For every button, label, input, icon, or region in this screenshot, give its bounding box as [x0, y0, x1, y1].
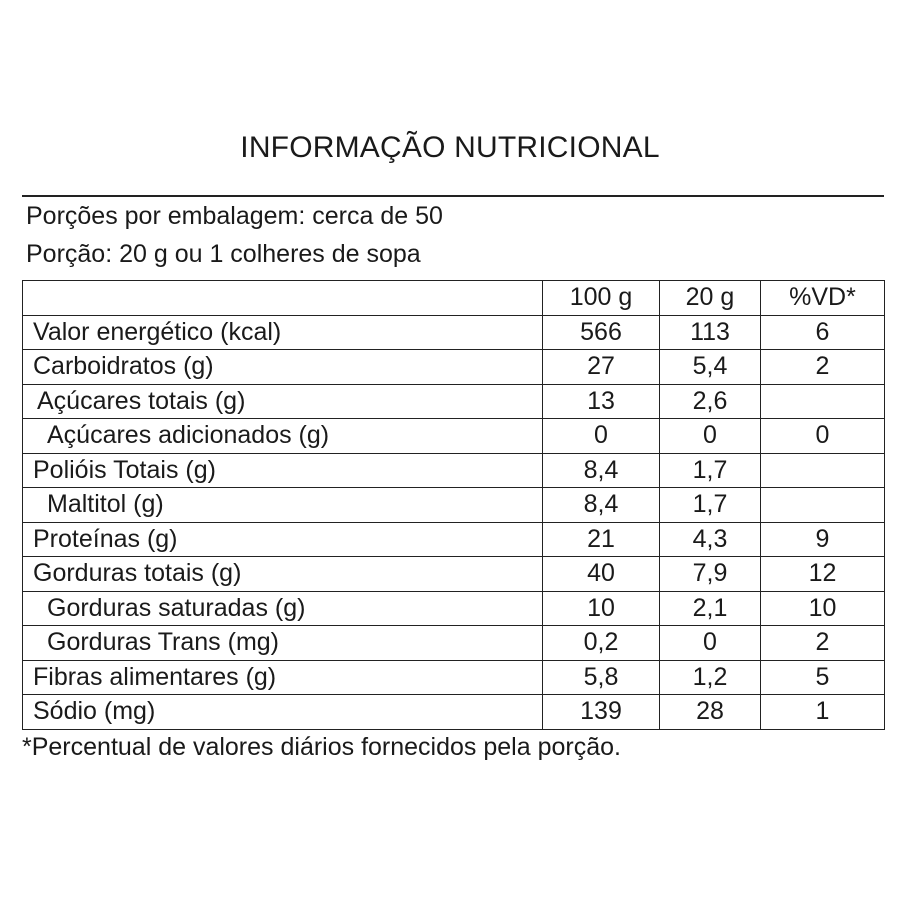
value-per-100g: 40	[543, 557, 660, 592]
table-row	[23, 488, 885, 523]
value-per-100g: 5,8	[543, 660, 660, 695]
value-per-serving: 1,7	[660, 488, 761, 523]
nutrient-label: Açúcares adicionados (g)	[23, 419, 543, 454]
value-per-100g: 139	[543, 695, 660, 730]
table-body	[23, 315, 885, 729]
table-row	[23, 522, 885, 557]
table-row	[23, 626, 885, 661]
value-per-serving: 2,6	[660, 384, 761, 419]
value-per-100g: 0	[543, 419, 660, 454]
serving-size: Porção: 20 g ou 1 colheres de sopa	[26, 240, 421, 268]
nutrient-label: Gorduras Trans (mg)	[23, 626, 543, 661]
table-row	[23, 557, 885, 592]
value-per-100g: 8,4	[543, 488, 660, 523]
value-per-serving: 4,3	[660, 522, 761, 557]
value-daily-percent: 6	[761, 315, 885, 350]
value-per-100g: 566	[543, 315, 660, 350]
servings-per-package: Porções por embalagem: cerca de 50	[26, 202, 443, 230]
nutrient-label: Carboidratos (g)	[23, 350, 543, 385]
footnote: *Percentual de valores diários fornecidos pela porção.	[22, 733, 621, 761]
value-per-serving: 0	[660, 419, 761, 454]
table-row	[23, 453, 885, 488]
value-daily-percent: 1	[761, 695, 885, 730]
value-per-serving: 0	[660, 626, 761, 661]
table-row	[23, 419, 885, 454]
value-daily-percent	[761, 453, 885, 488]
value-daily-percent	[761, 488, 885, 523]
value-daily-percent: 10	[761, 591, 885, 626]
table-row	[23, 695, 885, 730]
value-per-100g: 13	[543, 384, 660, 419]
nutrient-label: Gorduras saturadas (g)	[23, 591, 543, 626]
value-per-serving: 1,2	[660, 660, 761, 695]
nutrient-label: Açúcares totais (g)	[23, 384, 543, 419]
nutrient-label: Sódio (mg)	[23, 695, 543, 730]
nutrient-label: Gorduras totais (g)	[23, 557, 543, 592]
header-per-100g: 100 g	[543, 281, 660, 316]
value-per-serving: 7,9	[660, 557, 761, 592]
value-per-100g: 0,2	[543, 626, 660, 661]
table-row	[23, 315, 885, 350]
value-per-serving: 5,4	[660, 350, 761, 385]
value-per-serving: 113	[660, 315, 761, 350]
nutrition-title: INFORMAÇÃO NUTRICIONAL	[240, 131, 660, 164]
value-per-100g: 21	[543, 522, 660, 557]
value-per-100g: 27	[543, 350, 660, 385]
value-daily-percent: 0	[761, 419, 885, 454]
value-daily-percent: 2	[761, 350, 885, 385]
value-daily-percent	[761, 384, 885, 419]
nutrient-label: Fibras alimentares (g)	[23, 660, 543, 695]
table-row	[23, 660, 885, 695]
nutrient-label: Polióis Totais (g)	[23, 453, 543, 488]
value-daily-percent: 12	[761, 557, 885, 592]
table-row	[23, 350, 885, 385]
header-daily-value: %VD*	[761, 281, 885, 316]
nutrient-label: Proteínas (g)	[23, 522, 543, 557]
table-row	[23, 384, 885, 419]
value-daily-percent: 9	[761, 522, 885, 557]
value-daily-percent: 5	[761, 660, 885, 695]
value-per-serving: 28	[660, 695, 761, 730]
value-per-serving: 1,7	[660, 453, 761, 488]
top-rule	[22, 195, 884, 197]
header-per-serving: 20 g	[660, 281, 761, 316]
value-per-100g: 8,4	[543, 453, 660, 488]
table-row	[23, 591, 885, 626]
value-per-100g: 10	[543, 591, 660, 626]
table-header-row	[23, 281, 885, 316]
header-blank	[23, 281, 543, 316]
nutrition-table	[22, 280, 885, 730]
value-daily-percent: 2	[761, 626, 885, 661]
nutrient-label: Valor energético (kcal)	[23, 315, 543, 350]
nutrient-label: Maltitol (g)	[23, 488, 543, 523]
value-per-serving: 2,1	[660, 591, 761, 626]
